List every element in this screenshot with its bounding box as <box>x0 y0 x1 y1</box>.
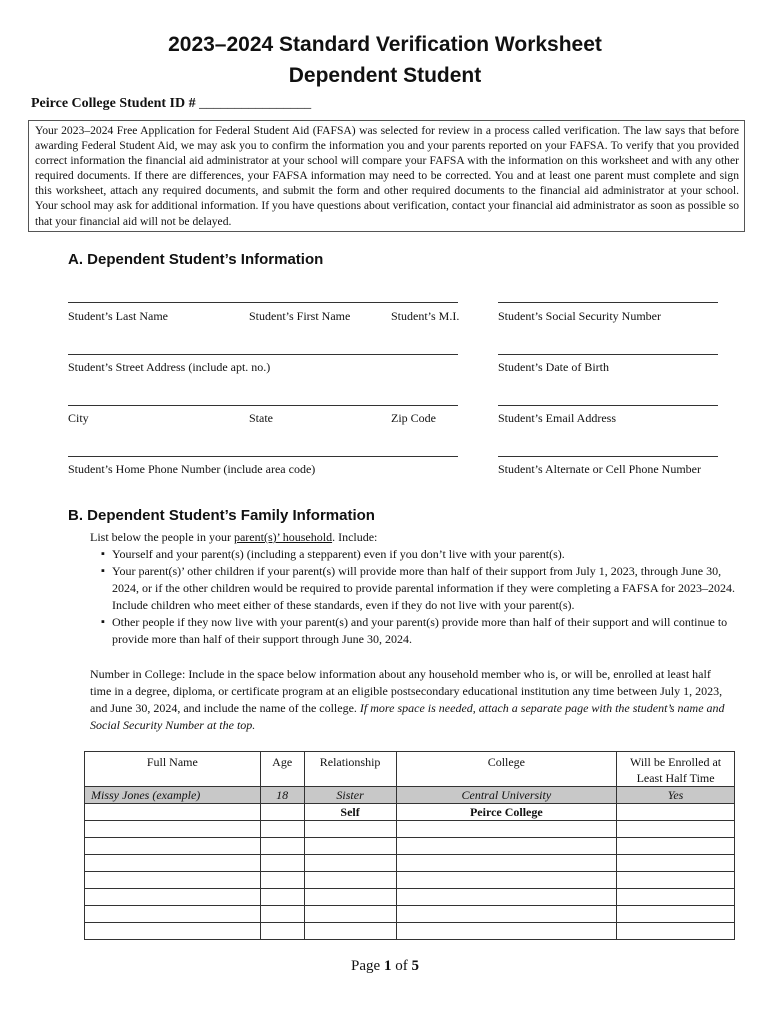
email-label: Student’s Email Address <box>498 411 616 425</box>
page-number <box>0 958 770 975</box>
self-row <box>85 804 735 821</box>
intro-box: Your 2023–2024 Free Application for Federal Student Aid (FAFSA) was selected for review in a process called verification. The law says that before awarding Federal Student Aid, we may ask you to confirm the information you and your parents reported on your FAFSA. To verify that you provided correct information the financial aid administrator at your school will compare your FAFSA with the information on this worksheet and with any other required documents. If there are differences, your FAFSA information may need to be corrected. You and at least one parent must complete and sign this worksheet, attach any required documents, and submit the form and other required documents to the financial aid administrator at your school. Your school may ask for additional information. If you have questions about verification, contact your financial aid administrator as soon as possible so that your financial aid will not be delayed. <box>28 120 745 232</box>
section-b-heading: B. Dependent Student’s Family Information <box>68 507 375 524</box>
table-row[interactable] <box>85 889 735 906</box>
student-id-label: Peirce College Student ID # <box>31 96 196 111</box>
page-title: 2023–2024 Standard Verification Worksheet <box>168 33 602 56</box>
include-list <box>90 546 735 648</box>
self-enrolled-cell[interactable] <box>617 804 735 821</box>
table-row[interactable] <box>85 821 735 838</box>
example-relationship: Sister <box>304 787 396 804</box>
zip-label: Zip Code <box>391 411 436 425</box>
list-intro-end: . Include: <box>332 530 378 544</box>
example-enrolled: Yes <box>617 787 735 804</box>
table-row[interactable] <box>85 923 735 940</box>
ssn-line[interactable] <box>498 302 718 303</box>
table-header-row <box>85 752 735 787</box>
col-full-name: Full Name <box>85 752 261 787</box>
list-item: ▪ Other people if they now live with your parent(s) and your parent(s) provide more than half of their support and will continue to provide more than half of their support through June 30, 2024. <box>112 614 735 648</box>
self-college: Peirce College <box>396 804 617 821</box>
city-label: City <box>68 411 89 425</box>
family-instructions <box>90 529 735 648</box>
state-label: State <box>249 411 273 425</box>
example-name: Missy Jones (example) <box>85 787 261 804</box>
family-table <box>84 751 735 940</box>
list-item: ▪ Yourself and your parent(s) (including a stepparent) even if you don’t live with your parent(s). <box>112 546 735 563</box>
page-total: 5 <box>411 958 419 974</box>
example-college: Central University <box>396 787 617 804</box>
col-age: Age <box>260 752 304 787</box>
list-intro <box>90 529 735 546</box>
self-relationship: Self <box>304 804 396 821</box>
student-id-line <box>31 96 311 112</box>
table-row[interactable] <box>85 838 735 855</box>
table-row[interactable] <box>85 872 735 889</box>
page-label: Page <box>351 958 381 974</box>
ssn-label: Student’s Social Security Number <box>498 309 661 323</box>
city-line[interactable] <box>68 405 458 406</box>
household-underlined: parent(s)’ household <box>233 530 333 544</box>
name-line[interactable] <box>68 302 458 303</box>
dob-line[interactable] <box>498 354 718 355</box>
dob-label: Student’s Date of Birth <box>498 360 609 374</box>
number-in-college <box>90 666 735 734</box>
last-name-label: Student’s Last Name <box>68 309 168 323</box>
self-name-cell[interactable] <box>85 804 261 821</box>
col-relationship: Relationship <box>304 752 396 787</box>
email-line[interactable] <box>498 405 718 406</box>
section-a-heading: A. Dependent Student’s Information <box>68 251 324 268</box>
first-name-label: Student’s First Name <box>249 309 351 323</box>
number-in-college-note: If more space is needed, attach a separate page with the student’s name and Social Security Number at the top. <box>90 701 725 732</box>
example-age: 18 <box>260 787 304 804</box>
street-label: Student’s Street Address (include apt. no.) <box>68 360 271 374</box>
table-row[interactable] <box>85 906 735 923</box>
alt-phone-label: Student’s Alternate or Cell Phone Number <box>498 462 701 476</box>
table-row[interactable] <box>85 855 735 872</box>
student-id-field[interactable]: ________________ <box>199 96 312 111</box>
self-age-cell[interactable] <box>260 804 304 821</box>
page-current: 1 <box>383 958 392 974</box>
example-row <box>85 787 735 804</box>
list-item: ▪ Your parent(s)’ other children if your parent(s) will provide more than half of their support from July 1, 2023, through June 30, 2024, or if the other children would be required to provide parental information if they were completing a FAFSA for 2023–2024. Include children who meet either of these standards, even if they do not live with your parent(s). <box>112 563 735 614</box>
number-in-college-text: Number in College: Include in the space below information about any household member who is, or will be, enrolled at least half time in a degree, diploma, or certificate program at an eligible postsecondary educational institution any time between July 1, 2023, and June 30, 2024, and include the name of the college. <box>90 667 723 715</box>
page-subtitle: Dependent Student <box>288 64 482 87</box>
col-college: College <box>396 752 617 787</box>
page-of: of <box>395 958 408 974</box>
list-intro-text: List below the people in your <box>90 530 234 544</box>
col-enrolled: Will be Enrolled at Least Half Time <box>617 752 735 787</box>
home-phone-label: Student’s Home Phone Number (include area code) <box>68 462 316 476</box>
street-line[interactable] <box>68 354 458 355</box>
alt-phone-line[interactable] <box>498 456 718 457</box>
home-phone-line[interactable] <box>68 456 458 457</box>
mi-label: Student’s M.I. <box>391 309 460 323</box>
